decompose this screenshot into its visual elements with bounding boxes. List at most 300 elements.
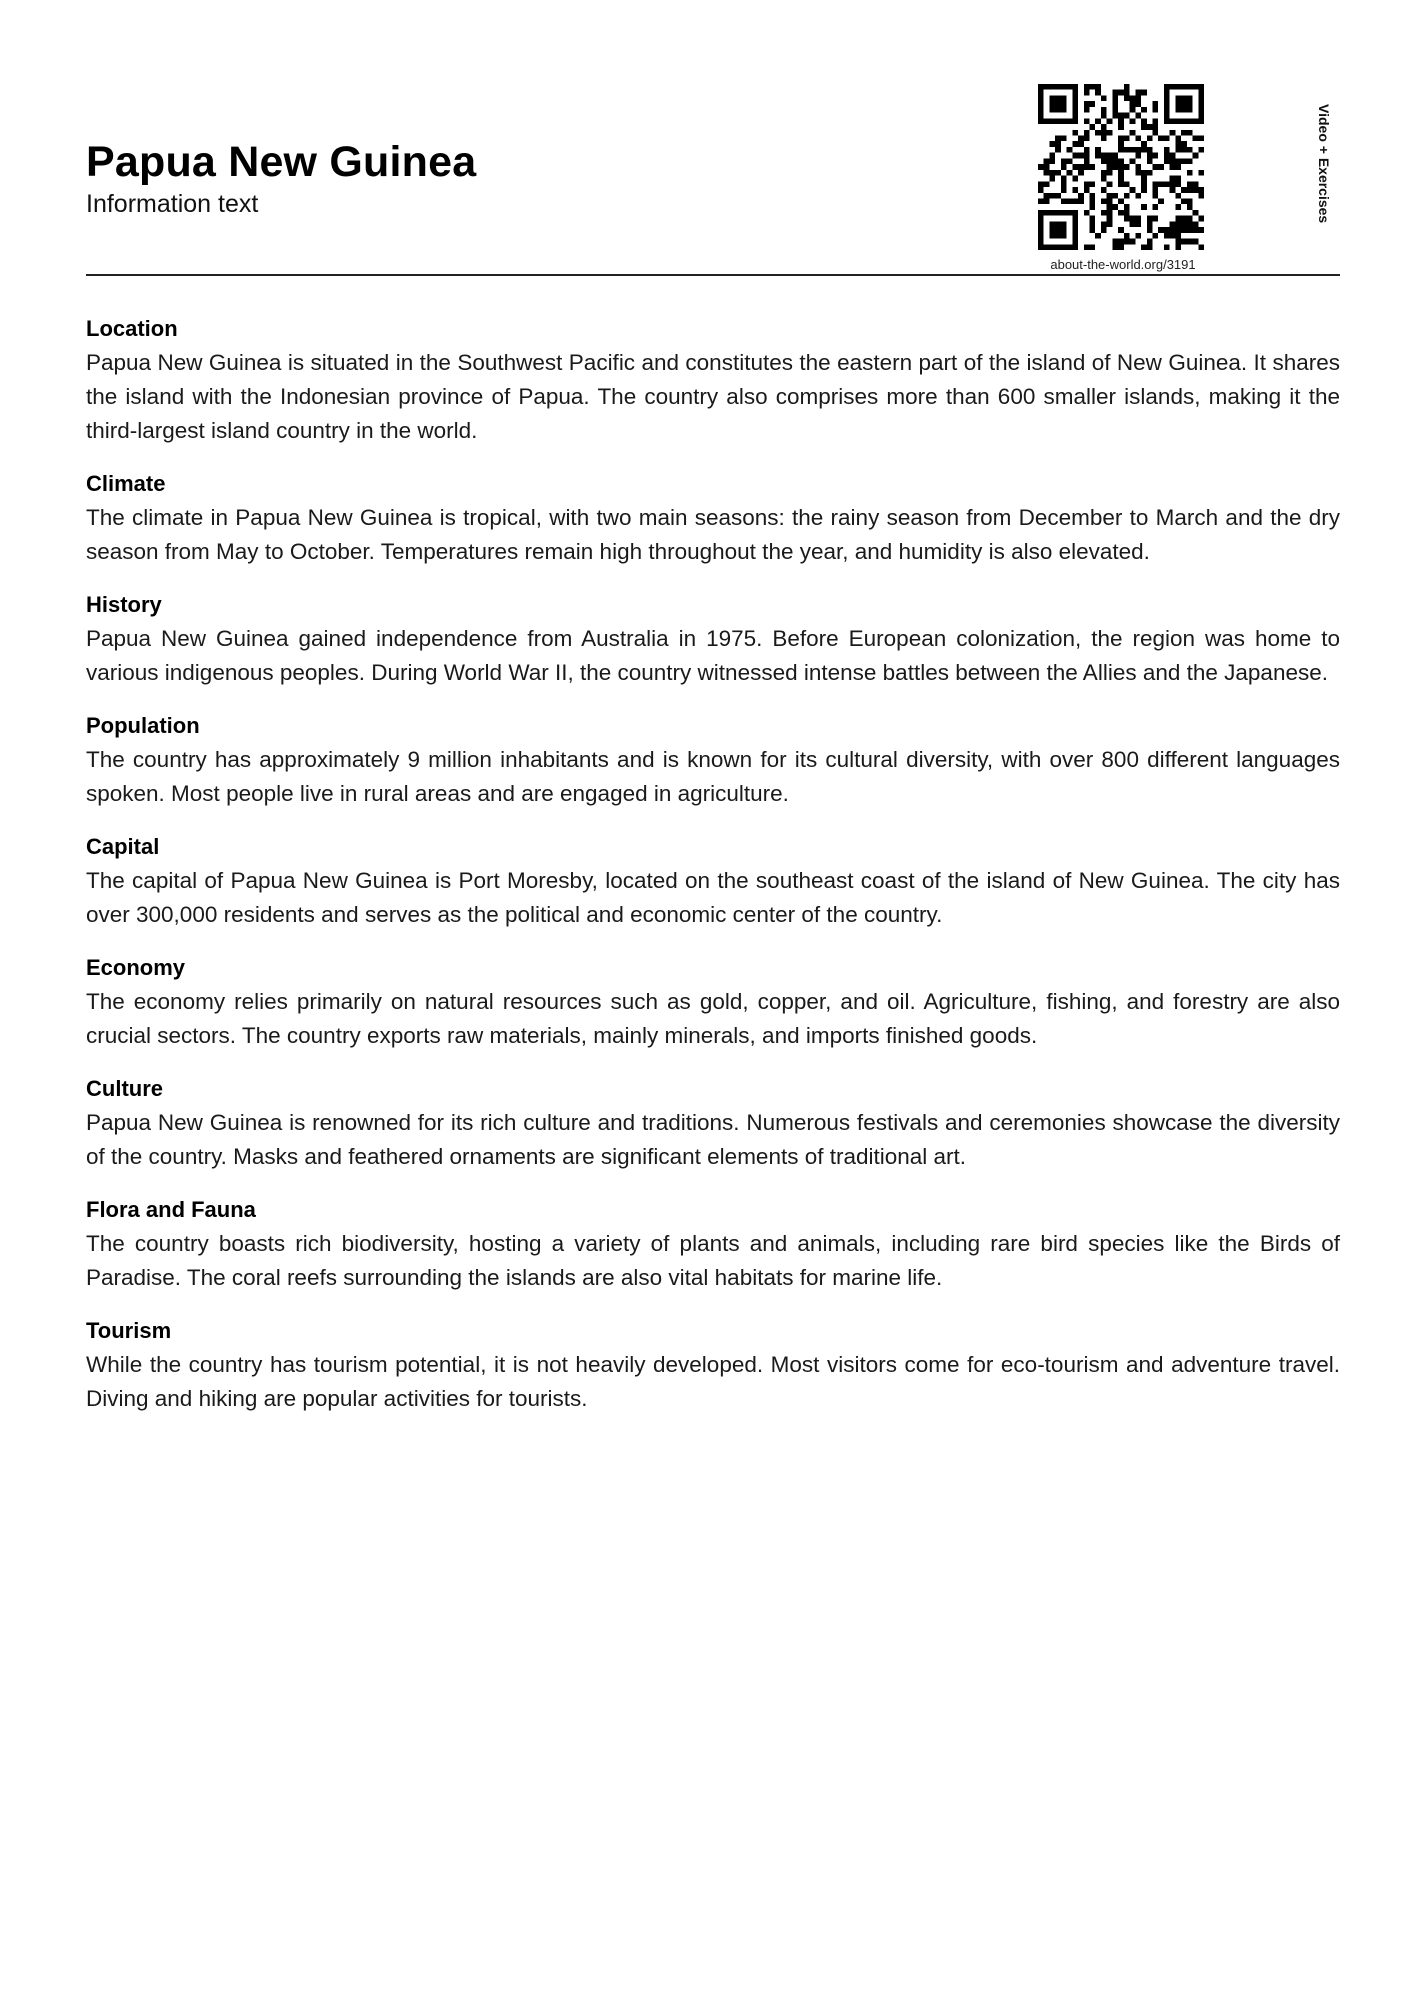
qr-module xyxy=(1198,90,1204,96)
qr-module xyxy=(1084,153,1090,159)
qr-module xyxy=(1118,210,1124,216)
qr-module xyxy=(1067,210,1073,216)
qr-module xyxy=(1175,84,1181,90)
qr-module xyxy=(1090,198,1096,204)
qr-module xyxy=(1049,176,1055,182)
qr-module xyxy=(1181,141,1187,147)
qr-module xyxy=(1084,101,1090,107)
qr-module xyxy=(1147,147,1153,153)
qr-module xyxy=(1084,158,1090,164)
qr-module xyxy=(1072,90,1078,96)
qr-module xyxy=(1141,204,1147,210)
qr-module xyxy=(1049,210,1055,216)
qr-module xyxy=(1124,233,1130,239)
section-heading: Economy xyxy=(86,955,186,980)
qr-module xyxy=(1175,164,1181,170)
section-history xyxy=(86,588,1340,690)
qr-module xyxy=(1055,118,1061,124)
qr-module xyxy=(1141,176,1147,182)
qr-module xyxy=(1055,95,1061,101)
qr-module xyxy=(1141,244,1147,250)
qr-module xyxy=(1084,164,1090,170)
qr-module xyxy=(1147,124,1153,130)
qr-module xyxy=(1164,95,1170,101)
qr-module xyxy=(1049,101,1055,107)
qr-module xyxy=(1147,170,1153,176)
qr-module xyxy=(1152,101,1158,107)
qr-module xyxy=(1067,158,1073,164)
qr-module xyxy=(1181,147,1187,153)
qr-module xyxy=(1061,84,1067,90)
qr-module xyxy=(1049,118,1055,124)
qr-module xyxy=(1038,227,1044,233)
qr-module xyxy=(1084,136,1090,142)
qr-module xyxy=(1101,158,1107,164)
qr-module xyxy=(1193,239,1199,245)
section-climate xyxy=(86,467,1340,569)
qr-module xyxy=(1147,239,1153,245)
qr-module xyxy=(1055,147,1061,153)
qr-module xyxy=(1055,84,1061,90)
section-text: The climate in Papua New Guinea is tropical, with two main seasons: the rainy season from December to March and the dry season from May to October. Temperatures remain high throughout the year, and humidity is also elevated. xyxy=(86,505,1340,564)
qr-module xyxy=(1055,107,1061,113)
qr-module xyxy=(1118,113,1124,119)
qr-module xyxy=(1147,221,1153,227)
qr-module xyxy=(1175,181,1181,187)
qr-module xyxy=(1181,107,1187,113)
qr-module xyxy=(1112,204,1118,210)
qr-module xyxy=(1181,216,1187,222)
qr-module xyxy=(1078,170,1084,176)
section-culture xyxy=(86,1072,1340,1174)
qr-module xyxy=(1124,210,1130,216)
qr-module xyxy=(1175,221,1181,227)
qr-module xyxy=(1038,107,1044,113)
qr-module xyxy=(1038,244,1044,250)
qr-module xyxy=(1112,95,1118,101)
qr-module xyxy=(1124,239,1130,245)
qr-module xyxy=(1072,153,1078,159)
section-population xyxy=(86,709,1340,811)
qr-module xyxy=(1095,147,1101,153)
qr-module xyxy=(1124,90,1130,96)
qr-module xyxy=(1187,181,1193,187)
qr-module xyxy=(1141,170,1147,176)
qr-module xyxy=(1072,227,1078,233)
qr-module xyxy=(1118,147,1124,153)
qr-module xyxy=(1044,210,1050,216)
qr-module xyxy=(1198,84,1204,90)
qr-module xyxy=(1193,227,1199,233)
sections-container xyxy=(86,312,1340,1435)
qr-module xyxy=(1072,198,1078,204)
qr-module xyxy=(1038,101,1044,107)
qr-module xyxy=(1187,118,1193,124)
qr-module xyxy=(1124,136,1130,142)
qr-module xyxy=(1135,216,1141,222)
section-text: Papua New Guinea is situated in the Southwest Pacific and constitutes the eastern part of the island of New Guinea. It shares the island with the Indonesian province of Papua. The country also comprises more than 600 smaller islands, making it the third-largest island country in the world. xyxy=(86,350,1340,443)
qr-module xyxy=(1152,124,1158,130)
qr-module xyxy=(1084,90,1090,96)
qr-module xyxy=(1187,95,1193,101)
qr-module xyxy=(1061,101,1067,107)
qr-module xyxy=(1101,170,1107,176)
qr-module xyxy=(1095,90,1101,96)
qr-module xyxy=(1044,164,1050,170)
qr-vertical-label xyxy=(1308,104,1340,254)
qr-module xyxy=(1193,153,1199,159)
qr-module xyxy=(1118,141,1124,147)
qr-module xyxy=(1152,164,1158,170)
qr-module xyxy=(1124,113,1130,119)
qr-module xyxy=(1181,130,1187,136)
qr-module xyxy=(1084,187,1090,193)
qr-module xyxy=(1038,118,1044,124)
qr-module xyxy=(1067,147,1073,153)
qr-module xyxy=(1130,101,1136,107)
qr-module xyxy=(1198,227,1204,233)
qr-module xyxy=(1135,101,1141,107)
qr-module xyxy=(1130,158,1136,164)
qr-module xyxy=(1118,124,1124,130)
qr-module xyxy=(1084,147,1090,153)
qr-module xyxy=(1049,227,1055,233)
qr-module xyxy=(1049,221,1055,227)
qr-module xyxy=(1049,233,1055,239)
qr-module xyxy=(1152,233,1158,239)
qr-module xyxy=(1049,244,1055,250)
qr-module xyxy=(1164,244,1170,250)
qr-module xyxy=(1124,147,1130,153)
qr-module xyxy=(1101,210,1107,216)
qr-module xyxy=(1170,84,1176,90)
qr-module xyxy=(1095,118,1101,124)
qr-module xyxy=(1124,216,1130,222)
qr-vertical-text: Video + Exercises xyxy=(1316,104,1332,224)
qr-module xyxy=(1187,147,1193,153)
qr-module xyxy=(1055,136,1061,142)
qr-module xyxy=(1175,101,1181,107)
qr-module xyxy=(1198,107,1204,113)
qr-module xyxy=(1055,244,1061,250)
section-economy xyxy=(86,951,1340,1053)
qr-module xyxy=(1135,153,1141,159)
qr-module xyxy=(1135,90,1141,96)
qr-module xyxy=(1038,221,1044,227)
qr-module xyxy=(1164,90,1170,96)
qr-module xyxy=(1055,193,1061,199)
qr-module xyxy=(1072,187,1078,193)
qr-module xyxy=(1158,227,1164,233)
qr-module xyxy=(1175,136,1181,142)
section-heading: Tourism xyxy=(86,1318,172,1343)
qr-module xyxy=(1072,118,1078,124)
qr-module xyxy=(1175,141,1181,147)
qr-module xyxy=(1118,181,1124,187)
qr-module xyxy=(1158,164,1164,170)
qr-module xyxy=(1152,118,1158,124)
qr-module xyxy=(1049,153,1055,159)
qr-module xyxy=(1072,233,1078,239)
qr-module xyxy=(1198,147,1204,153)
qr-module xyxy=(1072,107,1078,113)
qr-module xyxy=(1164,113,1170,119)
qr-module xyxy=(1135,170,1141,176)
qr-module xyxy=(1044,170,1050,176)
qr-module xyxy=(1124,95,1130,101)
qr-module xyxy=(1187,187,1193,193)
qr-module xyxy=(1044,193,1050,199)
qr-module xyxy=(1090,181,1096,187)
qr-module xyxy=(1107,158,1113,164)
qr-module xyxy=(1181,118,1187,124)
qr-module xyxy=(1170,181,1176,187)
qr-module xyxy=(1135,136,1141,142)
section-heading: History xyxy=(86,592,162,617)
qr-module xyxy=(1175,118,1181,124)
qr-module xyxy=(1095,84,1101,90)
qr-module xyxy=(1078,164,1084,170)
qr-module xyxy=(1198,170,1204,176)
qr-module xyxy=(1130,95,1136,101)
qr-module xyxy=(1187,216,1193,222)
qr-module xyxy=(1193,84,1199,90)
qr-module xyxy=(1130,187,1136,193)
qr-module xyxy=(1187,239,1193,245)
qr-module xyxy=(1170,187,1176,193)
qr-module xyxy=(1152,130,1158,136)
qr-module xyxy=(1061,181,1067,187)
qr-module xyxy=(1107,181,1113,187)
header-divider xyxy=(86,274,1340,276)
qr-module xyxy=(1101,176,1107,182)
section-heading: Population xyxy=(86,713,200,738)
qr-module xyxy=(1181,84,1187,90)
qr-module xyxy=(1170,221,1176,227)
qr-module xyxy=(1072,141,1078,147)
qr-module xyxy=(1118,198,1124,204)
qr-module xyxy=(1141,181,1147,187)
qr-module xyxy=(1038,233,1044,239)
qr-url-link[interactable]: about-the-world.org/3191 xyxy=(1050,257,1196,272)
qr-module xyxy=(1112,164,1118,170)
qr-module xyxy=(1193,187,1199,193)
qr-module xyxy=(1124,193,1130,199)
qr-module xyxy=(1147,136,1153,142)
qr-module xyxy=(1181,95,1187,101)
qr-module xyxy=(1112,244,1118,250)
qr-module xyxy=(1038,113,1044,119)
qr-module xyxy=(1135,113,1141,119)
qr-module xyxy=(1072,164,1078,170)
qr-module xyxy=(1044,198,1050,204)
section-heading: Climate xyxy=(86,471,166,496)
section-text: Papua New Guinea is renowned for its rich culture and traditions. Numerous festivals and ceremonies showcase the diversity of the country. Masks and feathered ornaments are significant elements of traditional art. xyxy=(86,1110,1340,1169)
qr-module xyxy=(1141,118,1147,124)
qr-module xyxy=(1124,84,1130,90)
qr-module xyxy=(1135,95,1141,101)
qr-module xyxy=(1055,210,1061,216)
qr-module xyxy=(1084,130,1090,136)
qr-module xyxy=(1130,221,1136,227)
qr-module xyxy=(1078,193,1084,199)
qr-module xyxy=(1152,216,1158,222)
qr-module xyxy=(1107,198,1113,204)
qr-module xyxy=(1107,204,1113,210)
page-subtitle: Information text xyxy=(86,190,259,218)
qr-module xyxy=(1181,198,1187,204)
qr-module xyxy=(1090,244,1096,250)
qr-module xyxy=(1038,90,1044,96)
qr-module xyxy=(1072,130,1078,136)
qr-module xyxy=(1152,107,1158,113)
qr-module xyxy=(1107,210,1113,216)
qr-module xyxy=(1072,101,1078,107)
qr-module xyxy=(1198,101,1204,107)
qr-module xyxy=(1130,130,1136,136)
qr-module xyxy=(1198,113,1204,119)
section-text: The country boasts rich biodiversity, hosting a variety of plants and animals, including rare bird species like the Birds of Paradise. The coral reefs surrounding the islands are also vital habitats for marine life. xyxy=(86,1231,1340,1290)
qr-module xyxy=(1164,107,1170,113)
qr-module xyxy=(1067,170,1073,176)
qr-module xyxy=(1101,130,1107,136)
qr-module xyxy=(1072,210,1078,216)
qr-module xyxy=(1141,90,1147,96)
qr-module xyxy=(1112,153,1118,159)
qr-module xyxy=(1175,233,1181,239)
qr-module xyxy=(1135,233,1141,239)
qr-module xyxy=(1164,227,1170,233)
qr-module xyxy=(1175,227,1181,233)
qr-module xyxy=(1147,227,1153,233)
qr-module xyxy=(1107,170,1113,176)
qr-module xyxy=(1101,136,1107,142)
qr-module xyxy=(1107,130,1113,136)
qr-module xyxy=(1170,130,1176,136)
qr-module xyxy=(1090,204,1096,210)
qr-module xyxy=(1072,216,1078,222)
qr-module xyxy=(1147,216,1153,222)
qr-module xyxy=(1198,187,1204,193)
section-capital xyxy=(86,830,1340,932)
qr-module xyxy=(1055,233,1061,239)
qr-module xyxy=(1187,101,1193,107)
section-heading: Flora and Fauna xyxy=(86,1197,256,1222)
qr-module xyxy=(1090,221,1096,227)
qr-module xyxy=(1175,107,1181,113)
qr-module xyxy=(1175,158,1181,164)
qr-module xyxy=(1158,181,1164,187)
qr-module xyxy=(1084,244,1090,250)
qr-module xyxy=(1141,187,1147,193)
section-flora-fauna xyxy=(86,1193,1340,1295)
qr-module xyxy=(1164,147,1170,153)
qr-module xyxy=(1072,113,1078,119)
qr-module xyxy=(1078,141,1084,147)
qr-module xyxy=(1101,153,1107,159)
qr-module xyxy=(1084,118,1090,124)
section-heading: Capital xyxy=(86,834,160,859)
qr-module xyxy=(1130,239,1136,245)
qr-module xyxy=(1152,204,1158,210)
qr-module xyxy=(1061,227,1067,233)
qr-module xyxy=(1095,233,1101,239)
qr-module xyxy=(1170,118,1176,124)
qr-module xyxy=(1112,101,1118,107)
qr-module xyxy=(1118,170,1124,176)
qr-module xyxy=(1061,233,1067,239)
qr-module xyxy=(1038,239,1044,245)
qr-module xyxy=(1061,107,1067,113)
qr-module xyxy=(1181,187,1187,193)
qr-module xyxy=(1061,210,1067,216)
qr-module xyxy=(1124,164,1130,170)
qr-module xyxy=(1118,158,1124,164)
qr-module xyxy=(1038,210,1044,216)
qr-module xyxy=(1101,187,1107,193)
qr-module xyxy=(1038,84,1044,90)
qr-module xyxy=(1090,227,1096,233)
qr-module xyxy=(1049,170,1055,176)
qr-code-icon[interactable] xyxy=(1038,84,1204,250)
qr-module xyxy=(1107,118,1113,124)
qr-module xyxy=(1135,193,1141,199)
qr-module xyxy=(1181,227,1187,233)
qr-module xyxy=(1107,216,1113,222)
qr-module xyxy=(1187,107,1193,113)
qr-module xyxy=(1107,193,1113,199)
qr-module xyxy=(1175,176,1181,182)
qr-module xyxy=(1107,164,1113,170)
qr-module xyxy=(1158,198,1164,204)
qr-module xyxy=(1038,95,1044,101)
qr-module xyxy=(1170,158,1176,164)
qr-module xyxy=(1198,95,1204,101)
qr-module xyxy=(1187,221,1193,227)
section-text: Papua New Guinea gained independence from Australia in 1975. Before European colonization, the region was home to various indigenous peoples. During World War II, the country witnessed intense battles between the Allies and the Japanese. xyxy=(86,626,1340,685)
qr-module xyxy=(1038,198,1044,204)
qr-module xyxy=(1118,244,1124,250)
qr-module xyxy=(1049,158,1055,164)
qr-module xyxy=(1084,107,1090,113)
qr-module xyxy=(1090,124,1096,130)
qr-module xyxy=(1072,176,1078,182)
qr-module xyxy=(1038,164,1044,170)
qr-module xyxy=(1135,221,1141,227)
qr-module xyxy=(1090,101,1096,107)
qr-module xyxy=(1112,107,1118,113)
section-heading: Culture xyxy=(86,1076,163,1101)
qr-module xyxy=(1112,158,1118,164)
qr-module xyxy=(1084,84,1090,90)
qr-module xyxy=(1090,193,1096,199)
qr-module xyxy=(1152,181,1158,187)
qr-module xyxy=(1049,107,1055,113)
qr-code-graphic xyxy=(1038,84,1204,250)
qr-module xyxy=(1175,239,1181,245)
qr-module xyxy=(1187,204,1193,210)
qr-module xyxy=(1101,107,1107,113)
qr-module xyxy=(1090,216,1096,222)
qr-module xyxy=(1141,141,1147,147)
qr-module xyxy=(1055,221,1061,227)
qr-module xyxy=(1112,113,1118,119)
qr-module xyxy=(1130,147,1136,153)
qr-module xyxy=(1187,170,1193,176)
qr-module xyxy=(1181,158,1187,164)
qr-module xyxy=(1118,118,1124,124)
qr-module xyxy=(1078,198,1084,204)
